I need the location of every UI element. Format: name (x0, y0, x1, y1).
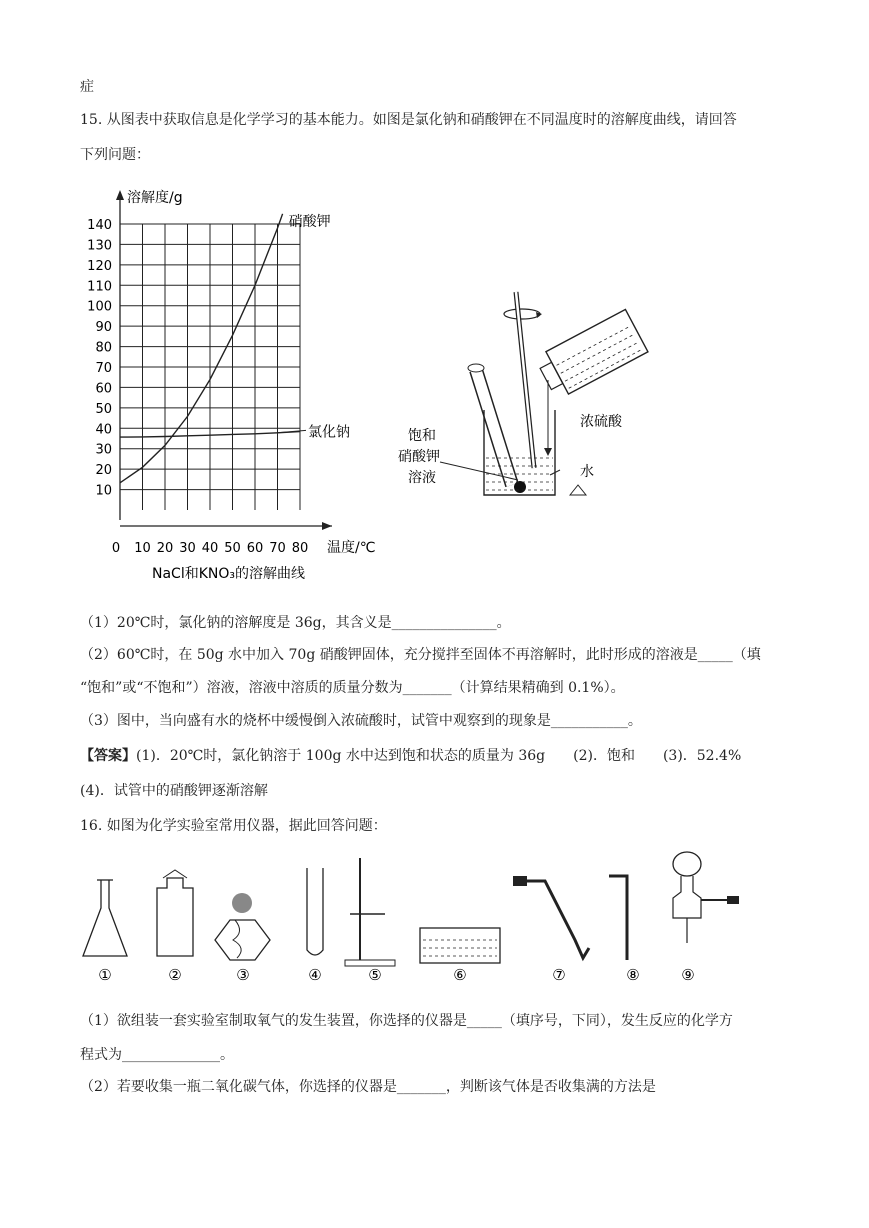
q15-sub2-line2: “饱和”或“不饱和”）溶液，溶液中溶质的质量分数为_______（计算结果精确到 0.1%）。 (80, 680, 625, 696)
chart-xtick: 10 (134, 541, 151, 556)
chart-ytick: 50 (95, 401, 112, 417)
chart-xtick: 60 (246, 541, 264, 556)
instrument-label-5: ⑤ (368, 966, 382, 983)
label-saturated-2: 硝酸钾 (398, 449, 440, 465)
chart-xtick: 20 (156, 541, 174, 556)
chart-ytick: 90 (95, 320, 112, 336)
chart-ytick: 40 (95, 422, 112, 438)
chart-xtick: 0 (111, 541, 121, 556)
chart-ytick: 140 (87, 218, 112, 233)
instrument-label-6: ⑥ (453, 966, 467, 983)
chart-x-arrow (322, 522, 332, 530)
chart-ytick: 100 (87, 299, 112, 315)
chart-title: NaCl和KNO₃的溶解曲线 (152, 566, 306, 582)
dissolution-apparatus (380, 280, 650, 510)
instrument-label-8: ⑧ (626, 966, 640, 983)
chart-ytick: 10 (95, 483, 112, 499)
q15-answer (80, 745, 741, 765)
instrument-label-3: ③ (236, 966, 250, 983)
instrument-label-4: ④ (308, 966, 322, 983)
chart-series-label: 硝酸钾 (288, 213, 331, 230)
chart-xtick: 50 (224, 541, 241, 556)
chart-ytick: 130 (87, 238, 112, 254)
solubility-chart (80, 180, 400, 590)
instrument-label-9: ⑨ (681, 966, 695, 983)
chart-ylabel: 溶解度/g (127, 190, 183, 206)
q15-stem-line2: 下列问题： (80, 147, 150, 163)
chart-y-arrow (116, 190, 124, 200)
q16-stem: 16. 如图为化学实验室常用仪器，据此回答问题： (80, 818, 387, 834)
chart-ytick: 60 (95, 381, 112, 397)
label-water: 水 (580, 464, 594, 480)
instrument-label-1: ① (98, 966, 112, 983)
label-acid: 浓硫酸 (580, 414, 622, 430)
chart-xlabel: 温度/℃ (327, 540, 376, 556)
q15-sub1: （1）20℃时，氯化钠的溶解度是 36g，其含义是_______________。 (80, 615, 511, 631)
chart-ytick: 30 (95, 442, 112, 458)
chart-xtick: 30 (179, 541, 196, 556)
top-fragment: 症 (80, 79, 94, 95)
q16-sub1-line1: （1）欲组装一套实验室制取氧气的发生装置，你选择的仪器是_____（填序号，下同），发生反应的化学方 (80, 1013, 733, 1029)
chart-ytick: 120 (87, 258, 112, 274)
label-saturated-3: 溶液 (408, 470, 436, 486)
q15-stem-line1: 15. 从图表中获取信息是化学学习的基本能力。如图是氯化钠和硝酸钾在不同温度时的溶解度曲线，请回答 (80, 112, 737, 128)
chart-ytick: 20 (95, 463, 112, 479)
chart-xtick: 40 (201, 541, 219, 556)
chart-xtick: 70 (269, 541, 286, 556)
chart-series-kno3 (120, 214, 283, 483)
q16-sub2: （2）若要收集一瓶二氧化碳气体，你选择的仪器是_______，判断该气体是否收集满的方法是 (80, 1079, 656, 1095)
q15-sub3: （3）图中，当向盛有水的烧杯中缓慢倒入浓硫酸时，试管中观察到的现象是___________。 (80, 713, 642, 729)
lab-instruments (75, 848, 765, 983)
chart-ytick: 70 (95, 361, 112, 376)
label-saturated-1: 饱和 (408, 428, 436, 444)
instrument-label-2: ② (168, 966, 182, 983)
q15-answer-line2: (4)．试管中的硝酸钾逐渐溶解 (80, 783, 268, 799)
chart-series-label: 氯化钠 (308, 424, 350, 441)
q15-sub2-line1: （2）60℃时，在 50g 水中加入 70g 硝酸钾固体，充分搅拌至固体不再溶解时，此时形成的溶液是_____（填 (80, 647, 761, 663)
q16-sub1-line2: 程式为______________。 (80, 1047, 234, 1063)
chart-ytick: 110 (87, 279, 112, 295)
answer-line1: (1)．20℃时，氯化钠溶于 100g 水中达到饱和状态的质量为 36g (2)．饱和 (3)．52.4% (136, 748, 742, 764)
chart-ytick: 80 (95, 340, 112, 356)
answer-tag: 【答案】 (80, 748, 136, 764)
chart-xtick: 80 (291, 541, 309, 556)
instrument-label-7: ⑦ (552, 966, 566, 983)
